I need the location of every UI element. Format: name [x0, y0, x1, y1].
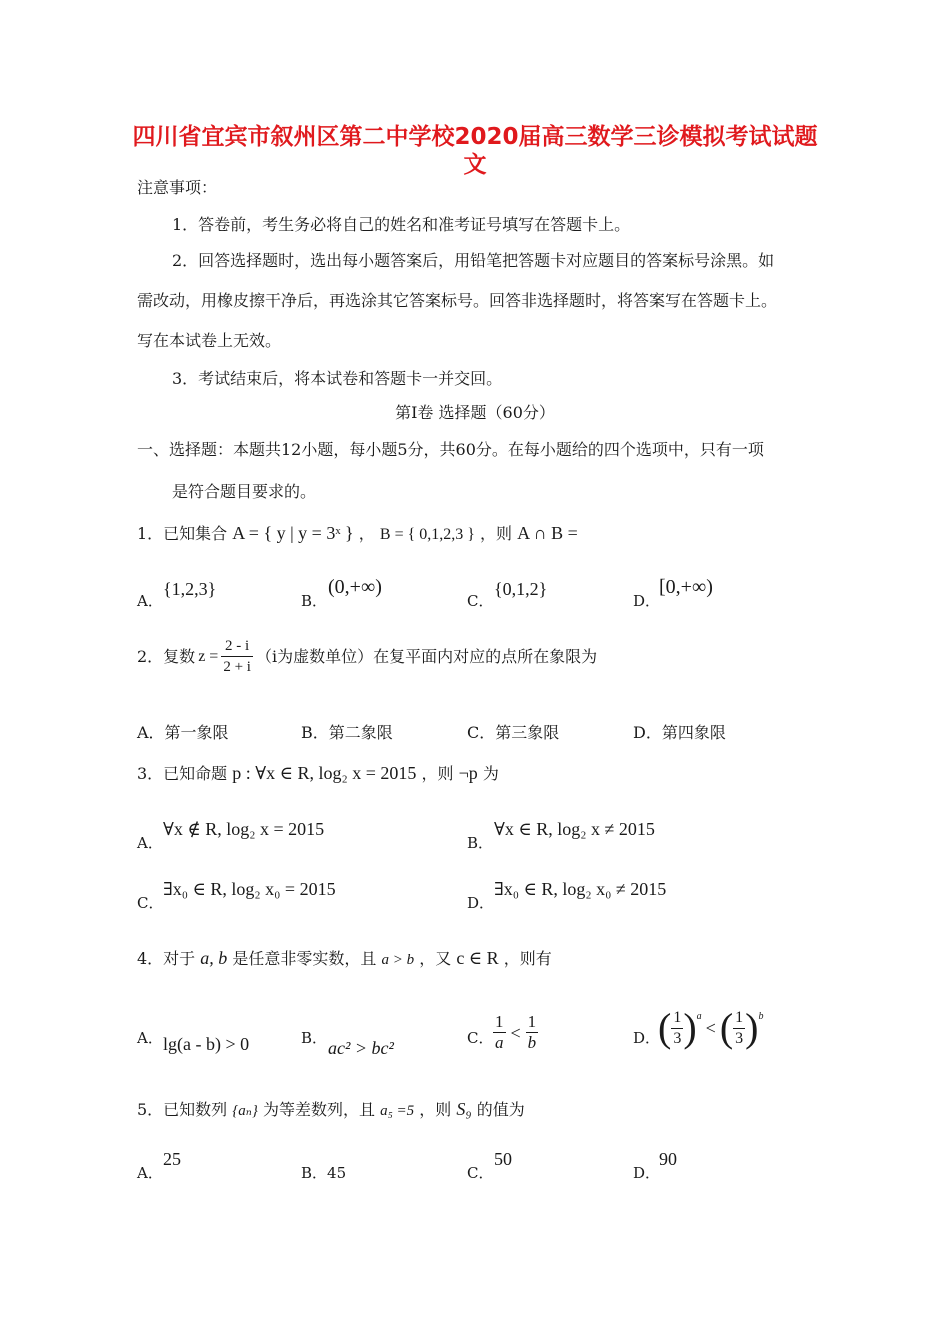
q3-proposition: p : ∀x ∈ R, log₂ x = 2015	[232, 763, 417, 783]
q2-denominator: 2 + i	[223, 659, 251, 675]
q4-d-right-paren-open: (	[719, 1005, 734, 1050]
q5-option-a-label: A．	[137, 1164, 163, 1182]
document-title-line2: 文	[463, 152, 487, 178]
notice-item-3: 3．考试结束后，将本试卷和答题卡一并交回。	[172, 369, 503, 388]
q3-negation: ¬p	[458, 763, 478, 783]
q4-option-a-label: A．	[137, 1029, 163, 1047]
q4-d-op: <	[705, 1018, 716, 1038]
notice-item-2-cont: 需改动，用橡皮擦干净后，再选涂其它答案标号。回答非选择题时，将答案写在答题卡上。	[137, 291, 778, 310]
q5-option-d-label: D．	[633, 1164, 661, 1182]
q4-c-right-den: b	[527, 1033, 537, 1052]
q1-sep: ，	[358, 524, 375, 543]
q4-d-left-num: 1	[671, 1008, 683, 1029]
q1-expr: A ∩ B =	[517, 523, 578, 543]
q2-suffix: （i为虚数单位）在复平面内对应的点所在象限为	[255, 646, 598, 666]
q5-s9: S₉	[456, 1099, 472, 1119]
q4-d-right-den: 3	[735, 1029, 744, 1047]
q2-numerator: 2 - i	[221, 636, 253, 657]
section-intro-cont: 是符合题目要求的。	[172, 482, 317, 501]
q1-option-c-label: C．	[467, 592, 494, 610]
q4-d-exp-left: a	[696, 1011, 702, 1022]
section-intro: 一、选择题：本题共12小题，每小题5分，共60分。在每小题给的四个选项中，只有一项	[137, 440, 764, 459]
q5-option-c: 50	[494, 1149, 512, 1169]
q1-option-b: (0,+∞)	[328, 576, 382, 598]
q4-d-right-fraction	[733, 1008, 745, 1049]
q3-mid: ，则	[421, 764, 454, 783]
q5-option-d: 90	[659, 1149, 677, 1169]
q3-option-b-label: B．	[467, 834, 494, 852]
q2-option-b: B．第二象限	[301, 723, 393, 742]
q4-c-op: <	[510, 1022, 521, 1043]
q4-mid1: 是任意非零实数，且	[232, 949, 377, 968]
q2-option-c: C．第三象限	[467, 723, 560, 742]
q4-condition: a > b	[381, 952, 415, 968]
q4-option-b-label: B．	[301, 1029, 328, 1047]
q4-option-c-label: C．	[467, 1029, 494, 1047]
question-4	[137, 947, 552, 971]
q4-d-left-fraction	[671, 1008, 683, 1049]
q4-option-d-label: D．	[633, 1029, 661, 1047]
q4-option-a: lg(a - b) > 0	[163, 1034, 250, 1054]
q3-option-c: ∃x₀ ∈ R, log₂ x₀ = 2015	[163, 879, 336, 899]
q4-c-right-fraction	[526, 1012, 539, 1053]
notice-heading: 注意事项：	[137, 178, 218, 197]
section-title: 第I卷 选择题（60分）	[395, 403, 555, 422]
q1-set-b: B = { 0,1,2,3 }	[379, 526, 475, 543]
q4-mid2: ，又	[419, 949, 452, 968]
q5-option-b: B．45	[301, 1164, 347, 1182]
q1-mid: ，则	[480, 524, 513, 543]
q4-d-left-den: 3	[673, 1029, 682, 1047]
question-1	[137, 522, 578, 546]
notice-item-1: 1．答卷前，考生务必将自己的姓名和准考证号填写在答题卡上。	[172, 215, 631, 234]
q3-option-c-label: C．	[137, 894, 164, 912]
q2-option-a: A．第一象限	[137, 723, 229, 742]
q1-option-b-label: B．	[301, 592, 328, 610]
question-3	[137, 762, 499, 784]
notice-item-2: 2．回答选择题时，选出每小题答案后，用铅笔把答题卡对应题目的答案标号涂黑。如	[172, 251, 775, 270]
q4-ab: a, b	[200, 948, 228, 968]
q1-option-c: {0,1,2}	[494, 579, 548, 599]
q1-option-d: [0,+∞)	[659, 576, 713, 598]
q3-option-a-label: A．	[137, 834, 163, 852]
q2-prefix: 2．复数	[137, 646, 196, 666]
question-5	[137, 1098, 525, 1122]
q4-d-right-paren-close: )	[745, 1005, 759, 1050]
document-title: 四川省宜宾市叙州区第二中学校2020届高三数学三诊模拟考试试题	[132, 124, 818, 150]
q4-d-left-paren-open: (	[658, 1005, 672, 1050]
notice-item-2-cont2: 写在本试卷上无效。	[137, 331, 282, 350]
q4-suffix: ，则有	[503, 949, 552, 968]
q4-prefix: 4．对于	[137, 949, 196, 968]
q1-option-a: {1,2,3}	[163, 579, 217, 599]
q4-d-right-num: 1	[733, 1008, 745, 1029]
q2-fraction	[221, 636, 253, 677]
q4-c-left-den: a	[495, 1033, 504, 1052]
q4-d-left-paren-close: )	[683, 1005, 697, 1050]
q4-d-exp-right: b	[758, 1011, 764, 1022]
q5-option-a: 25	[163, 1149, 181, 1169]
q1-option-d-label: D．	[633, 592, 661, 610]
q5-sequence: {aₙ}	[232, 1103, 258, 1119]
q3-suffix: 为	[482, 764, 499, 783]
q4-c-left-num: 1	[495, 1012, 504, 1031]
q5-prefix: 5．已知数列	[137, 1100, 228, 1119]
q3-option-a: ∀x ∉ R, log₂ x = 2015	[163, 819, 325, 839]
q3-option-b: ∀x ∈ R, log₂ x ≠ 2015	[494, 819, 655, 839]
question-2	[137, 636, 597, 677]
q2-z: z =	[198, 647, 219, 665]
q1-set-a: A = { y | y = 3ˣ }	[232, 523, 354, 543]
q1-prefix: 1．已知集合	[137, 524, 228, 543]
q5-a5: a₅ =5	[380, 1103, 415, 1119]
q3-option-d-label: D．	[467, 894, 495, 912]
q2-option-d: D．第四象限	[633, 723, 726, 742]
q4-c-right-num: 1	[527, 1012, 537, 1031]
q4-option-b: ac² > bc²	[328, 1038, 394, 1058]
q5-mid1: 为等差数列，且	[262, 1100, 375, 1119]
q4-c-in-r: c ∈ R	[456, 948, 499, 968]
q5-mid2: ，则	[419, 1100, 452, 1119]
q1-option-a-label: A．	[137, 592, 163, 610]
q5-suffix: 的值为	[476, 1100, 525, 1119]
q4-option-d	[658, 1004, 763, 1052]
q4-c-left-fraction	[493, 1012, 506, 1053]
q4-option-c	[493, 1012, 538, 1053]
q3-option-d: ∃x₀ ∈ R, log₂ x₀ ≠ 2015	[494, 879, 667, 899]
q3-prefix: 3．已知命题	[137, 764, 228, 783]
q5-option-c-label: C．	[467, 1164, 494, 1182]
